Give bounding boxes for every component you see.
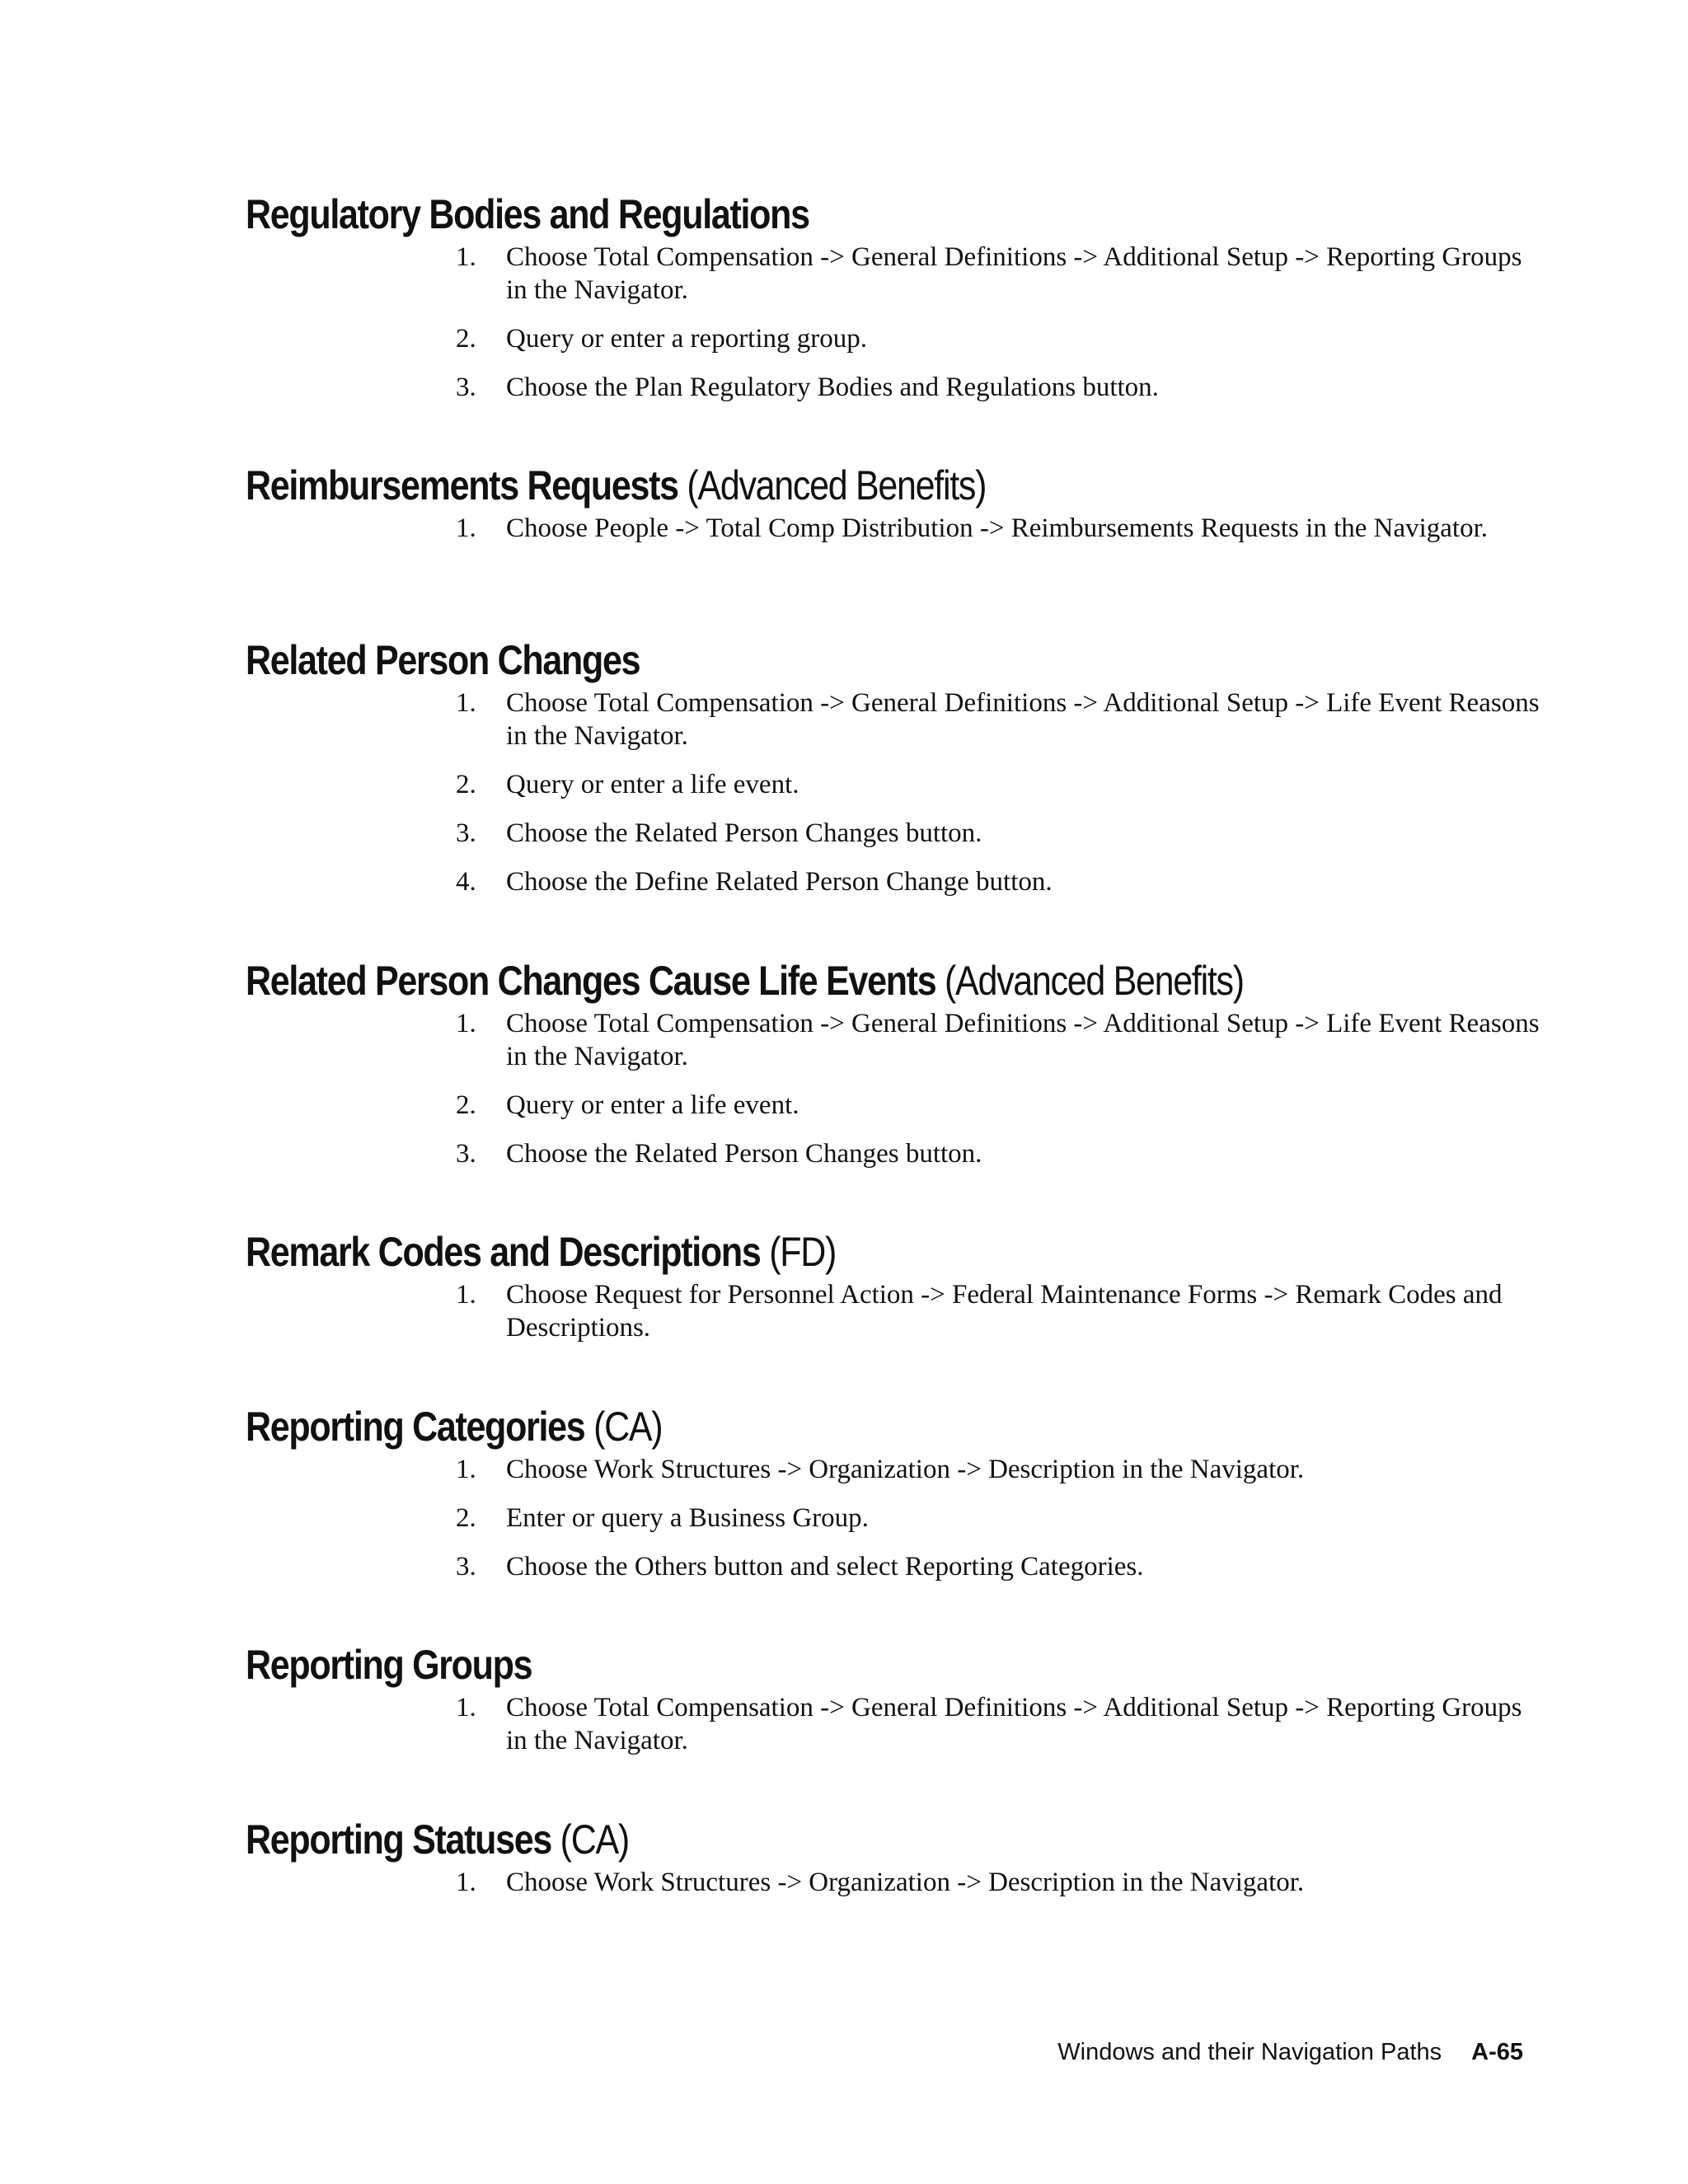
step-number: 1. [456, 513, 476, 543]
step-list [246, 1691, 1531, 1757]
step-number: 3. [456, 818, 476, 848]
step-list [246, 241, 1531, 404]
step-number: 3. [456, 1139, 476, 1169]
step-list [246, 512, 1531, 545]
step-number: 2. [456, 770, 476, 799]
section-heading [246, 1402, 1352, 1451]
step-item [246, 817, 1531, 850]
section-heading [246, 1815, 1352, 1864]
step-text: Choose Request for Personnel Action -> Federal Maintenance Forms -> Remark Codes and Descriptions. [506, 1280, 1503, 1343]
step-item [246, 865, 1531, 898]
step-number: 2. [456, 324, 476, 354]
section-heading [246, 1227, 1352, 1277]
step-list [246, 1866, 1531, 1899]
section-related-person-changes [246, 635, 1540, 898]
step-item [246, 1866, 1531, 1899]
step-item [246, 1089, 1531, 1122]
section-reporting-categories [246, 1402, 1531, 1583]
step-text: Choose Work Structures -> Organization -> Description in the Navigator. [506, 1455, 1305, 1484]
step-text: Choose Work Structures -> Organization -> Description in the Navigator. [506, 1868, 1305, 1897]
section-qualifier: (FD) [769, 1229, 836, 1275]
step-item [246, 1453, 1531, 1486]
section-qualifier: (CA) [560, 1816, 629, 1863]
step-number: 4. [456, 867, 476, 897]
step-item [246, 1691, 1531, 1757]
step-list [246, 1007, 1540, 1170]
step-item [246, 1007, 1540, 1073]
step-text: Enter or query a Business Group. [506, 1503, 869, 1533]
section-heading [246, 1640, 1352, 1690]
section-title: Reporting Statuses [246, 1816, 552, 1863]
step-text: Choose the Related Person Changes button. [506, 818, 982, 848]
section-heading [246, 956, 1352, 1005]
step-number: 1. [456, 242, 476, 272]
section-regulatory-bodies [246, 190, 1531, 404]
step-text: Choose Total Compensation -> General Definitions -> Additional Setup -> Life Event Reasons in the Navigator. [506, 1009, 1540, 1071]
section-title: Reporting Categories [246, 1404, 585, 1450]
step-text: Choose Total Compensation -> General Definitions -> Additional Setup -> Life Event Reasons in the Navigator. [506, 688, 1540, 751]
step-text: Choose the Related Person Changes button. [506, 1139, 982, 1169]
step-text: Choose People -> Total Comp Distribution -> Reimbursements Requests in the Navigator. [506, 513, 1489, 543]
step-item [246, 241, 1531, 307]
step-number: 2. [456, 1503, 476, 1533]
section-reporting-statuses [246, 1815, 1531, 1899]
step-number: 3. [456, 1552, 476, 1582]
step-item [246, 1278, 1531, 1344]
step-text: Choose the Plan Regulatory Bodies and Regulations button. [506, 373, 1159, 402]
step-item [246, 371, 1531, 404]
step-number: 1. [456, 1455, 476, 1484]
step-item [246, 768, 1531, 801]
step-number: 1. [456, 688, 476, 718]
section-title: Related Person Changes Cause Life Events [246, 958, 936, 1004]
step-number: 2. [456, 1090, 476, 1120]
step-text: Choose the Others button and select Reporting Categories. [506, 1552, 1144, 1582]
step-text: Choose Total Compensation -> General Definitions -> Additional Setup -> Reporting Groups in the Navigator. [506, 242, 1522, 305]
section-title: Reimbursements Requests [246, 462, 678, 509]
step-item [246, 512, 1531, 545]
section-qualifier: (CA) [593, 1404, 663, 1450]
step-item [246, 1502, 1531, 1535]
section-title: Regulatory Bodies and Regulations [246, 191, 809, 237]
section-title: Remark Codes and Descriptions [246, 1229, 761, 1275]
section-title: Related Person Changes [246, 637, 640, 683]
section-related-person-changes-life-events [246, 956, 1540, 1170]
section-reporting-groups [246, 1640, 1531, 1757]
step-text: Choose Total Compensation -> General Definitions -> Additional Setup -> Reporting Groups in the Navigator. [506, 1693, 1522, 1755]
section-reimbursements-requests [246, 461, 1531, 545]
step-item [246, 1550, 1531, 1583]
step-item [246, 322, 1531, 355]
section-qualifier: (Advanced Benefits) [945, 958, 1244, 1004]
section-title: Reporting Groups [246, 1642, 532, 1688]
step-text: Choose the Define Related Person Change button. [506, 867, 1053, 897]
section-heading [246, 461, 1352, 510]
section-heading [246, 190, 1352, 239]
step-number: 1. [456, 1693, 476, 1722]
page-footer [1057, 2037, 1523, 2067]
step-list [246, 1453, 1531, 1583]
step-text: Query or enter a reporting group. [506, 324, 868, 354]
step-item [246, 1137, 1531, 1170]
section-remark-codes [246, 1227, 1531, 1344]
step-text: Query or enter a life event. [506, 770, 799, 799]
section-heading [246, 635, 1352, 685]
step-number: 1. [456, 1009, 476, 1038]
step-list [246, 687, 1540, 898]
step-number: 1. [456, 1868, 476, 1897]
step-list [246, 1278, 1531, 1344]
step-text: Query or enter a life event. [506, 1090, 799, 1120]
step-number: 1. [456, 1280, 476, 1310]
footer-label: Windows and their Navigation Paths [1057, 2039, 1442, 2065]
section-qualifier: (Advanced Benefits) [687, 462, 987, 509]
step-number: 3. [456, 373, 476, 402]
step-item [246, 687, 1540, 752]
page-number: A-65 [1471, 2039, 1523, 2065]
